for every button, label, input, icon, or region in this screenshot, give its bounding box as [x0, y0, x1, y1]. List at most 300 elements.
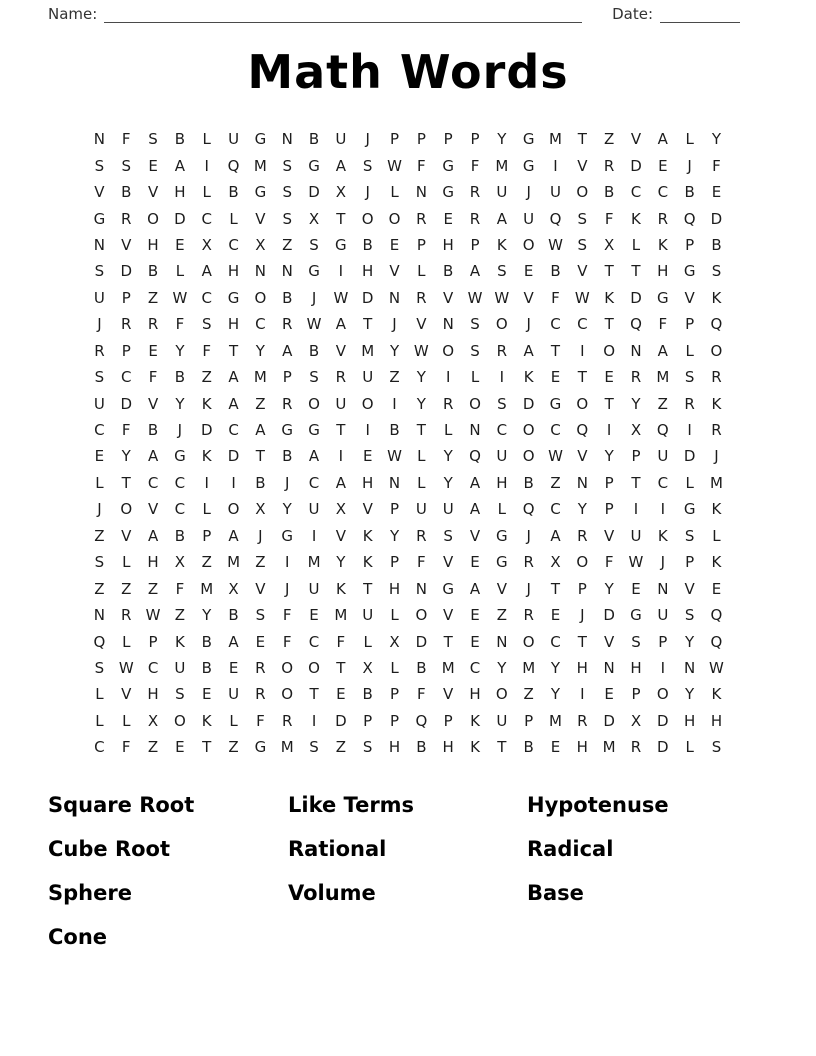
grid-letter: S — [577, 235, 588, 254]
grid-letter: N — [254, 262, 266, 281]
grid-letter: K — [711, 553, 722, 572]
grid-letter: Z — [147, 579, 159, 598]
grid-letter: J — [284, 579, 290, 598]
grid-letter: K — [631, 209, 641, 228]
grid-letter: V — [443, 606, 454, 625]
grid-letter: D — [120, 262, 133, 281]
grid-letter: S — [497, 262, 507, 281]
grid-letter: G — [254, 130, 267, 149]
grid-letter: C — [228, 421, 239, 440]
grid-letter: X — [201, 235, 212, 254]
grid-letter: J — [392, 315, 397, 334]
grid-letter: H — [174, 183, 186, 202]
grid-letter: X — [255, 500, 266, 519]
grid-letter: N — [469, 421, 481, 440]
grid-letter: B — [604, 183, 615, 202]
grid-letter: O — [442, 341, 455, 360]
grid-letter: Z — [94, 579, 105, 598]
grid-letter: G — [254, 738, 267, 757]
grid-letter: E — [470, 606, 480, 625]
grid-letter: S — [255, 606, 266, 625]
grid-letter: N — [93, 235, 106, 254]
grid-row — [86, 470, 730, 496]
grid-row — [86, 655, 730, 681]
grid-letter: T — [604, 315, 614, 334]
grid-letter: O — [227, 500, 240, 519]
grid-letter: S — [362, 156, 373, 175]
grid-letter: I — [311, 526, 317, 545]
grid-letter: A — [657, 130, 668, 149]
grid-letter: X — [228, 579, 239, 598]
grid-row — [86, 523, 730, 549]
grid-letter: M — [280, 738, 294, 757]
grid-letter: X — [174, 553, 186, 572]
date-blank-line — [660, 7, 740, 23]
grid-letter: Q — [710, 606, 723, 625]
grid-letter: L — [497, 500, 507, 519]
grid-letter: S — [684, 368, 695, 387]
grid-letter: V — [389, 262, 400, 281]
grid-letter: Q — [415, 711, 428, 730]
grid-letter: Z — [657, 394, 668, 413]
grid-letter: Y — [631, 394, 641, 413]
grid-letter: R — [523, 553, 534, 572]
grid-letter: Y — [550, 685, 561, 704]
grid-letter: Y — [577, 500, 587, 519]
grid-letter: E — [470, 632, 480, 651]
grid-letter: V — [443, 685, 454, 704]
grid-letter: G — [442, 579, 454, 598]
grid-row — [86, 628, 730, 654]
grid-letter: L — [444, 421, 453, 440]
grid-letter: M — [656, 368, 670, 387]
grid-letter: I — [660, 500, 666, 519]
grid-letter: C — [496, 421, 508, 440]
grid-letter: G — [683, 262, 696, 281]
grid-letter: C — [550, 632, 561, 651]
grid-letter: K — [523, 368, 534, 387]
grid-letter: I — [687, 421, 692, 440]
grid-row — [86, 496, 730, 522]
grid-letter: B — [228, 183, 239, 202]
grid-letter: A — [228, 632, 239, 651]
grid-letter: B — [550, 262, 561, 281]
grid-letter: C — [147, 658, 159, 677]
grid-letter: L — [685, 130, 694, 149]
grid-row — [86, 417, 730, 443]
grid-letter: V — [443, 553, 454, 572]
grid-letter: W — [548, 235, 563, 254]
grid-letter: O — [495, 315, 508, 334]
grid-letter: A — [469, 579, 481, 598]
grid-letter: M — [441, 658, 455, 677]
grid-letter: G — [496, 526, 508, 545]
grid-letter: O — [576, 183, 589, 202]
grid-letter: G — [549, 394, 562, 413]
grid-letter: U — [93, 394, 105, 413]
grid-letter: Y — [685, 685, 695, 704]
grid-letter: J — [177, 421, 183, 440]
grid-letter: A — [469, 473, 481, 492]
grid-letter: D — [603, 711, 615, 730]
grid-letter: N — [388, 473, 401, 492]
grid-letter: B — [416, 658, 427, 677]
grid-letter: R — [603, 156, 615, 175]
word-list — [0, 761, 816, 969]
grid-letter: N — [657, 579, 669, 598]
grid-letter: F — [202, 341, 212, 360]
grid-letter: E — [550, 738, 561, 757]
grid-letter: O — [576, 394, 589, 413]
grid-letter: X — [335, 183, 346, 202]
grid-letter: K — [470, 738, 480, 757]
grid-letter: A — [147, 447, 159, 466]
grid-letter: V — [94, 183, 105, 202]
grid-letter: R — [335, 368, 347, 387]
grid-letter: Z — [147, 288, 159, 307]
grid-letter: W — [145, 606, 161, 625]
grid-letter: C — [577, 315, 588, 334]
grid-letter: L — [202, 500, 211, 519]
grid-letter: W — [413, 341, 429, 360]
grid-letter: A — [201, 262, 212, 281]
grid-letter: H — [362, 473, 374, 492]
grid-letter: U — [228, 130, 240, 149]
grid-letter: N — [496, 632, 508, 651]
grid-letter: M — [495, 156, 509, 175]
grid-letter: R — [121, 606, 132, 625]
grid-letter: L — [390, 658, 399, 677]
grid-letter: G — [656, 288, 669, 307]
grid-letter: U — [362, 606, 374, 625]
grid-letter: L — [470, 368, 480, 387]
grid-row — [86, 179, 730, 205]
grid-letter: Y — [550, 658, 561, 677]
grid-letter: U — [335, 394, 347, 413]
grid-letter: K — [362, 553, 373, 572]
grid-letter: D — [415, 632, 428, 651]
word-list-column — [48, 793, 288, 969]
grid-letter: L — [229, 711, 238, 730]
grid-letter: J — [687, 156, 692, 175]
grid-letter: Y — [711, 130, 722, 149]
grid-letter: F — [712, 156, 721, 175]
grid-letter: G — [227, 288, 240, 307]
grid-letter: A — [335, 156, 346, 175]
grid-letter: C — [308, 632, 320, 651]
grid-letter: I — [499, 368, 505, 387]
grid-letter: W — [118, 658, 134, 677]
grid-letter: I — [204, 473, 209, 492]
grid-letter: K — [335, 579, 346, 598]
grid-letter: Z — [255, 394, 266, 413]
grid-row — [86, 734, 730, 760]
grid-letter: T — [202, 738, 212, 757]
grid-letter: B — [255, 473, 266, 492]
grid-letter: R — [281, 711, 293, 730]
grid-letter: G — [254, 183, 267, 202]
grid-letter: B — [362, 235, 373, 254]
date-label: Date: — [612, 5, 653, 23]
grid-letter: B — [228, 606, 239, 625]
grid-letter: P — [577, 579, 587, 598]
grid-letter: E — [523, 262, 534, 281]
grid-letter: T — [577, 130, 587, 149]
grid-letter: R — [469, 183, 481, 202]
grid-letter: E — [470, 553, 480, 572]
grid-letter: K — [657, 526, 668, 545]
grid-letter: G — [281, 421, 294, 440]
grid-letter: Z — [121, 579, 132, 598]
grid-letter: T — [336, 658, 346, 677]
grid-letter: Y — [497, 658, 507, 677]
grid-letter: G — [442, 183, 454, 202]
grid-letter: L — [712, 526, 721, 545]
grid-letter: K — [711, 500, 722, 519]
grid-letter: L — [122, 632, 131, 651]
grid-letter: Y — [121, 447, 131, 466]
grid-letter: X — [335, 500, 346, 519]
grid-letter: R — [281, 315, 293, 334]
grid-letter: O — [522, 632, 535, 651]
grid-letter: V — [335, 526, 346, 545]
grid-letter: V — [147, 183, 159, 202]
grid-letter: Y — [389, 341, 400, 360]
grid-letter: B — [389, 421, 400, 440]
grid-letter: T — [228, 341, 239, 360]
grid-letter: N — [630, 341, 642, 360]
grid-letter: I — [204, 156, 209, 175]
grid-letter: K — [201, 447, 212, 466]
grid-letter: N — [93, 606, 106, 625]
grid-letter: G — [308, 156, 320, 175]
grid-letter: S — [470, 315, 480, 334]
grid-letter: S — [631, 632, 641, 651]
grid-letter: Q — [656, 421, 669, 440]
grid-letter: C — [94, 738, 105, 757]
grid-letter: O — [522, 447, 535, 466]
word-list-item: Hypotenuse — [527, 792, 669, 817]
grid-letter: Y — [175, 341, 185, 360]
grid-letter: A — [228, 526, 239, 545]
grid-letter: R — [469, 209, 481, 228]
grid-letter: D — [630, 156, 642, 175]
grid-letter: P — [604, 473, 614, 492]
grid-letter: G — [496, 553, 508, 572]
grid-letter: O — [656, 685, 669, 704]
grid-letter: I — [606, 421, 612, 440]
grid-letter: H — [683, 711, 696, 730]
grid-letter: S — [282, 209, 292, 228]
grid-letter: D — [174, 209, 186, 228]
grid-letter: B — [308, 130, 320, 149]
grid-letter: P — [685, 553, 695, 572]
grid-letter: Y — [336, 553, 346, 572]
grid-letter: L — [631, 235, 641, 254]
grid-letter: U — [362, 368, 374, 387]
grid-letter: E — [604, 368, 614, 387]
grid-letter: Z — [228, 738, 239, 757]
grid-letter: Q — [227, 156, 240, 175]
grid-letter: R — [416, 526, 427, 545]
word-list-item: Radical — [527, 836, 614, 861]
grid-letter: B — [711, 235, 722, 254]
grid-letter: F — [121, 421, 131, 440]
grid-letter: N — [93, 130, 106, 149]
grid-letter: H — [388, 579, 401, 598]
grid-letter: L — [685, 473, 694, 492]
grid-letter: Y — [416, 394, 426, 413]
grid-letter: T — [363, 315, 373, 334]
grid-letter: A — [469, 262, 481, 281]
grid-letter: J — [580, 606, 585, 625]
grid-letter: Z — [550, 473, 561, 492]
grid-letter: K — [201, 711, 212, 730]
grid-letter: U — [657, 447, 669, 466]
date-field — [612, 5, 740, 23]
grid-letter: F — [604, 209, 614, 228]
grid-letter: K — [711, 685, 722, 704]
grid-letter: N — [281, 262, 293, 281]
grid-letter: J — [714, 447, 719, 466]
grid-letter: K — [470, 711, 480, 730]
grid-letter: L — [95, 711, 104, 730]
grid-letter: I — [580, 685, 585, 704]
grid-letter: A — [228, 394, 239, 413]
grid-letter: W — [387, 447, 402, 466]
grid-letter: V — [255, 209, 266, 228]
grid-letter: G — [308, 421, 320, 440]
grid-letter: F — [658, 315, 668, 334]
grid-letter: W — [548, 447, 563, 466]
grid-letter: H — [227, 315, 240, 334]
grid-row — [86, 311, 730, 337]
grid-letter: B — [174, 130, 186, 149]
name-blank-line — [104, 7, 582, 23]
grid-letter: F — [175, 315, 185, 334]
grid-letter: A — [228, 368, 239, 387]
grid-row — [86, 126, 730, 152]
grid-letter: R — [94, 341, 105, 360]
grid-letter: O — [710, 341, 723, 360]
grid-letter: G — [281, 526, 294, 545]
grid-letter: E — [711, 183, 722, 202]
grid-letter: V — [496, 579, 507, 598]
grid-letter: B — [174, 526, 186, 545]
grid-letter: T — [121, 473, 131, 492]
grid-letter: R — [255, 685, 266, 704]
grid-letter: R — [657, 209, 669, 228]
grid-letter: Y — [175, 394, 185, 413]
grid-letter: V — [523, 288, 534, 307]
grid-letter: H — [710, 711, 723, 730]
grid-letter: G — [630, 606, 642, 625]
grid-letter: C — [174, 473, 186, 492]
grid-letter: Z — [94, 526, 105, 545]
grid-letter: O — [147, 209, 159, 228]
grid-letter: M — [602, 738, 616, 757]
grid-letter: M — [307, 553, 321, 572]
grid-letter: V — [335, 341, 346, 360]
grid-letter: C — [550, 500, 561, 519]
grid-letter: U — [308, 579, 320, 598]
grid-letter: Z — [604, 130, 615, 149]
grid-letter: C — [255, 315, 266, 334]
grid-letter: I — [633, 500, 639, 519]
grid-letter: E — [175, 738, 185, 757]
grid-letter: O — [281, 685, 294, 704]
grid-letter: N — [388, 288, 401, 307]
grid-row — [86, 285, 730, 311]
grid-letter: D — [710, 209, 723, 228]
grid-letter: S — [282, 183, 292, 202]
grid-letter: X — [147, 711, 159, 730]
grid-letter: E — [443, 209, 453, 228]
grid-letter: U — [496, 711, 508, 730]
grid-letter: J — [97, 500, 102, 519]
grid-letter: U — [496, 183, 508, 202]
grid-letter: U — [523, 209, 535, 228]
grid-letter: M — [361, 341, 375, 360]
grid-letter: Z — [389, 368, 400, 387]
grid-letter: D — [335, 711, 347, 730]
grid-letter: Q — [683, 209, 696, 228]
grid-letter: H — [576, 738, 588, 757]
grid-letter: O — [361, 209, 374, 228]
grid-letter: C — [228, 235, 239, 254]
grid-letter: Q — [522, 500, 535, 519]
grid-letter: X — [362, 658, 373, 677]
grid-letter: R — [711, 421, 722, 440]
grid-letter: L — [229, 209, 238, 228]
grid-letter: Y — [604, 447, 614, 466]
grid-letter: F — [282, 632, 292, 651]
grid-letter: S — [497, 394, 507, 413]
grid-letter: V — [604, 526, 615, 545]
grid-letter: P — [604, 500, 614, 519]
grid-letter: H — [576, 658, 588, 677]
grid-letter: V — [604, 632, 615, 651]
grid-letter: P — [390, 130, 400, 149]
grid-letter: R — [416, 288, 427, 307]
grid-letter: P — [470, 130, 480, 149]
grid-letter: Y — [282, 500, 292, 519]
grid-letter: R — [147, 315, 159, 334]
grid-letter: E — [658, 156, 668, 175]
grid-letter: C — [657, 473, 669, 492]
grid-letter: R — [577, 526, 588, 545]
grid-letter: X — [389, 632, 400, 651]
grid-letter: R — [630, 738, 642, 757]
grid-letter: S — [148, 130, 158, 149]
grid-letter: A — [469, 500, 481, 519]
grid-letter: K — [201, 394, 212, 413]
grid-letter: Z — [201, 368, 212, 387]
grid-letter: D — [657, 711, 669, 730]
grid-letter: E — [550, 606, 561, 625]
grid-row — [86, 708, 730, 734]
word-list-item: Volume — [288, 880, 376, 905]
grid-letter: P — [416, 130, 426, 149]
grid-letter: O — [522, 235, 535, 254]
grid-letter: D — [308, 183, 320, 202]
grid-letter: W — [467, 288, 483, 307]
grid-letter: L — [122, 711, 131, 730]
grid-letter: Q — [576, 421, 589, 440]
grid-letter: S — [94, 156, 105, 175]
grid-letter: H — [630, 658, 642, 677]
grid-letter: C — [550, 421, 561, 440]
